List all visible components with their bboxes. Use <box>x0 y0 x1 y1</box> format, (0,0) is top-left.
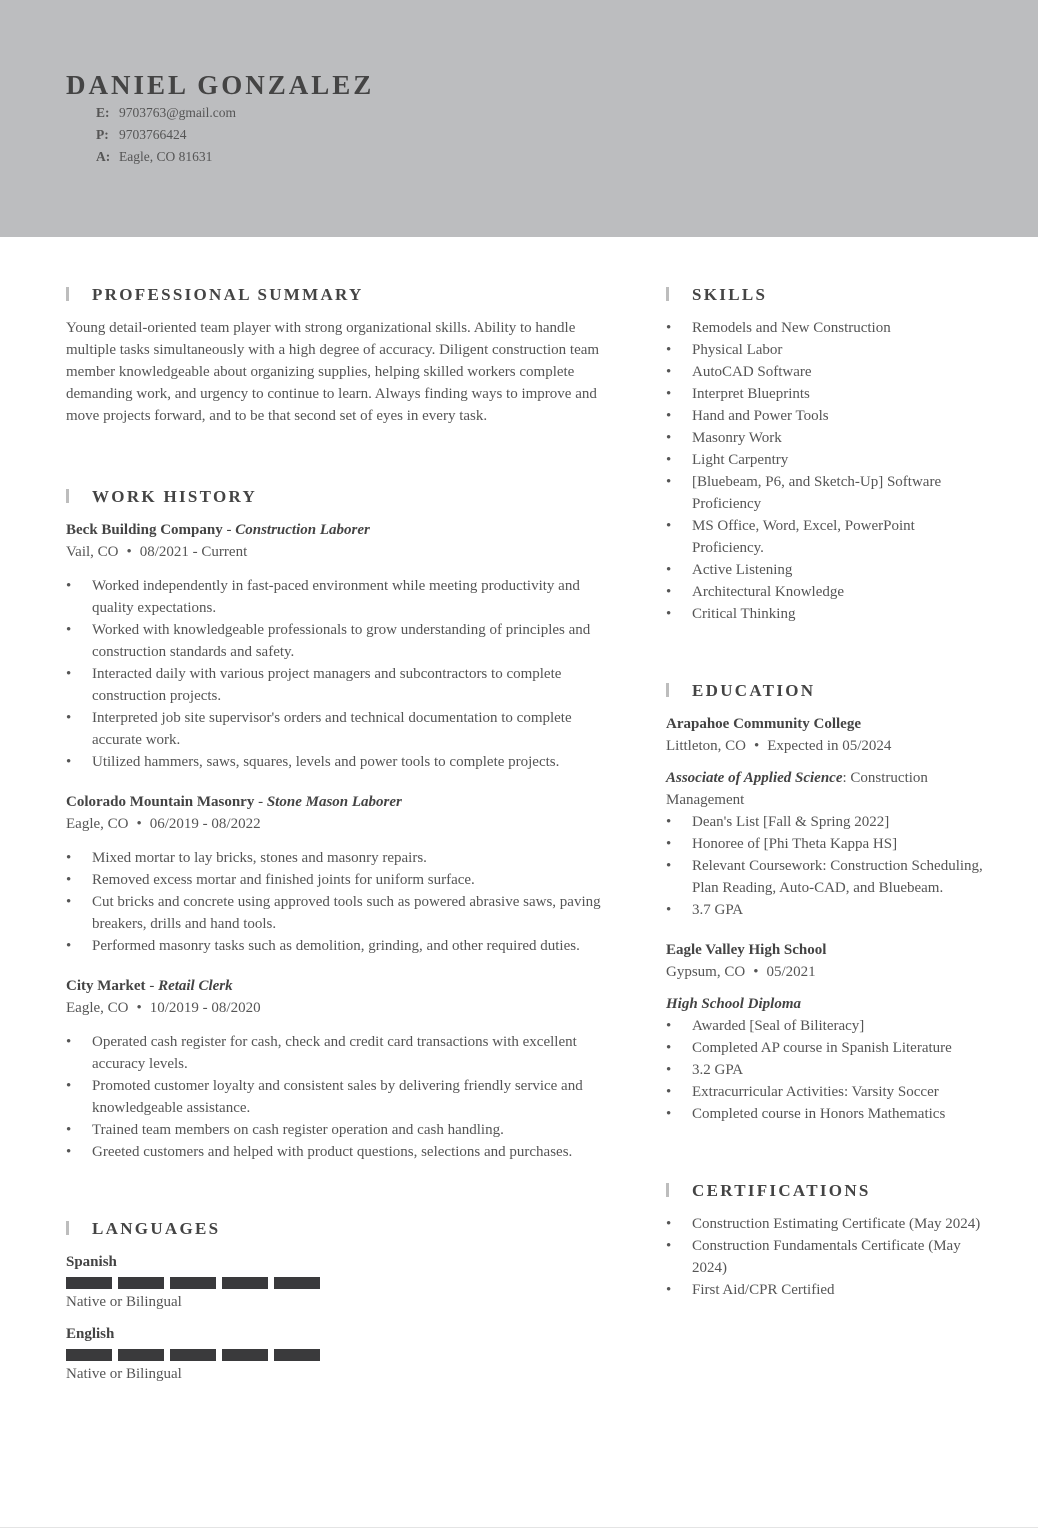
contact-phone-value: 9703766424 <box>119 127 187 142</box>
school-location: Gypsum, CO <box>666 964 746 980</box>
contact-email-value: 9703763@gmail.com <box>119 105 237 120</box>
language-name: Spanish <box>66 1254 117 1270</box>
languages-heading: LANGUAGES <box>66 1215 606 1243</box>
education-bullet-item: • Extracurricular Activities: Varsity Soccer <box>666 1081 986 1103</box>
education-bullets <box>666 1015 986 1125</box>
meta-dot: • <box>126 544 132 560</box>
job-bullet-item: • Interpreted job site supervisor's orders and technical documentation to complete accurate work. <box>66 707 606 751</box>
job-bullet-item: • Trained team members on cash register operation and cash handling. <box>66 1119 606 1141</box>
job-dates: 08/2021 - Current <box>139 544 248 560</box>
company-name: City Market <box>66 978 146 994</box>
job-bullet-item: • Worked independently in fast-paced environment while meeting productivity and quality expectations. <box>66 575 606 619</box>
work-history-heading: WORK HISTORY <box>66 483 606 511</box>
summary-heading: PROFESSIONAL SUMMARY <box>66 281 606 309</box>
certifications-heading: CERTIFICATIONS <box>666 1177 986 1205</box>
education-entry <box>666 939 986 1125</box>
meta-dot: • <box>136 1000 142 1016</box>
job-dates: 06/2019 - 08/2022 <box>149 816 261 832</box>
proficiency-segment <box>66 1349 112 1361</box>
job-bullet-item: • Interacted daily with various project managers and subcontractors to complete construction projects. <box>66 663 606 707</box>
school-name: Arapahoe Community College <box>666 716 861 732</box>
skill-item: • Masonry Work <box>666 427 986 449</box>
work-history-list <box>66 519 606 1163</box>
degree-field: : Construction Management <box>666 770 928 808</box>
certification-item: • First Aid/CPR Certified <box>666 1279 986 1301</box>
languages-list <box>66 1251 606 1385</box>
job-bullets <box>66 1031 606 1163</box>
job-bullets <box>66 847 606 957</box>
meta-dot: • <box>136 816 142 832</box>
proficiency-segment <box>274 1277 320 1289</box>
degree-name: Associate of Applied Science <box>666 770 843 786</box>
language-proficiency-bar <box>66 1277 606 1289</box>
candidate-name: DANIEL GONZALEZ <box>66 70 375 100</box>
school-date: 05/2021 <box>766 964 816 980</box>
proficiency-segment <box>274 1349 320 1361</box>
degree-line <box>666 993 986 1015</box>
education-bullet-item: • Awarded [Seal of Biliteracy] <box>666 1015 986 1037</box>
certifications-list <box>666 1213 986 1301</box>
contact-address-label: A: <box>96 149 111 164</box>
job-location: Eagle, CO <box>66 1000 129 1016</box>
skills-list <box>666 317 986 625</box>
certification-item: • Construction Fundamentals Certificate (May 2024) <box>666 1235 986 1279</box>
language-level: Native or Bilingual <box>66 1294 182 1310</box>
degree-name: High School Diploma <box>666 996 802 1012</box>
meta-dot: • <box>753 964 759 980</box>
education-list <box>666 713 986 1125</box>
education-heading: EDUCATION <box>666 677 986 705</box>
job-bullet-item: • Worked with knowledgeable professionals to grow understanding of principles and construction standards and safety. <box>66 619 606 663</box>
school-meta <box>666 735 986 757</box>
contact-email <box>96 102 236 124</box>
skill-item: • Interpret Blueprints <box>666 383 986 405</box>
right-column <box>666 281 986 1301</box>
company-name: Colorado Mountain Masonry <box>66 794 255 810</box>
resume-header <box>0 0 1038 237</box>
skill-item: • AutoCAD Software <box>666 361 986 383</box>
job-bullet-item: • Mixed mortar to lay bricks, stones and masonry repairs. <box>66 847 606 869</box>
job-bullet-item: • Greeted customers and helped with product questions, selections and purchases. <box>66 1141 606 1163</box>
skill-item: • Remodels and New Construction <box>666 317 986 339</box>
language-proficiency-bar <box>66 1349 606 1361</box>
contact-info <box>96 102 236 168</box>
skill-item: • Active Listening <box>666 559 986 581</box>
job-bullet-item: • Promoted customer loyalty and consistent sales by delivering friendly service and knowledgeable assistance. <box>66 1075 606 1119</box>
education-bullet-item: • Relevant Coursework: Construction Scheduling, Plan Reading, Auto-CAD, and Bluebeam. <box>666 855 986 899</box>
job-location: Vail, CO <box>66 544 119 560</box>
job-bullet-item: • Cut bricks and concrete using approved tools such as powered abrasive saws, paving breakers, drills and hand tools. <box>66 891 606 935</box>
education-bullet-item: • Completed AP course in Spanish Literature <box>666 1037 986 1059</box>
proficiency-segment <box>66 1277 112 1289</box>
school-date: Expected in 05/2024 <box>767 738 892 754</box>
job-meta <box>66 997 606 1019</box>
job-role: Stone Mason Laborer <box>266 794 402 810</box>
job-role: Construction Laborer <box>235 522 370 538</box>
education-bullet-item: • Dean's List [Fall & Spring 2022] <box>666 811 986 833</box>
job-title-line <box>66 975 606 997</box>
job-entry <box>66 975 606 1163</box>
skill-item: • Critical Thinking <box>666 603 986 625</box>
job-location: Eagle, CO <box>66 816 129 832</box>
school-meta <box>666 961 986 983</box>
skill-item: • Hand and Power Tools <box>666 405 986 427</box>
skill-item: • Light Carpentry <box>666 449 986 471</box>
job-bullet-item: • Removed excess mortar and finished joints for uniform surface. <box>66 869 606 891</box>
certification-item: • Construction Estimating Certificate (May 2024) <box>666 1213 986 1235</box>
title-separator: - <box>254 794 267 810</box>
school-name: Eagle Valley High School <box>666 942 827 958</box>
job-dates: 10/2019 - 08/2020 <box>149 1000 261 1016</box>
language-level: Native or Bilingual <box>66 1366 182 1382</box>
school-location: Littleton, CO <box>666 738 746 754</box>
proficiency-segment <box>118 1277 164 1289</box>
proficiency-segment <box>170 1277 216 1289</box>
proficiency-segment <box>222 1277 268 1289</box>
contact-phone <box>96 124 236 146</box>
proficiency-segment <box>118 1349 164 1361</box>
proficiency-segment <box>222 1349 268 1361</box>
contact-address-value: Eagle, CO 81631 <box>119 149 213 164</box>
skill-item: • Physical Labor <box>666 339 986 361</box>
job-bullets <box>66 575 606 773</box>
skill-item: • Architectural Knowledge <box>666 581 986 603</box>
job-entry <box>66 519 606 773</box>
job-bullet-item: • Operated cash register for cash, check and credit card transactions with excellent accuracy levels. <box>66 1031 606 1075</box>
skill-item: • MS Office, Word, Excel, PowerPoint Proficiency. <box>666 515 986 559</box>
page-divider <box>0 1527 1038 1528</box>
job-meta <box>66 541 606 563</box>
proficiency-segment <box>170 1349 216 1361</box>
meta-dot: • <box>754 738 760 754</box>
education-bullet-item: • Completed course in Honors Mathematics <box>666 1103 986 1125</box>
contact-address <box>96 146 236 168</box>
company-name: Beck Building Company <box>66 522 223 538</box>
contact-email-label: E: <box>96 105 110 120</box>
contact-phone-label: P: <box>96 127 109 142</box>
education-bullet-item: • 3.7 GPA <box>666 899 986 921</box>
job-title-line <box>66 791 606 813</box>
summary-text: Young detail-oriented team player with strong organizational skills. Ability to handle multiple tasks simultaneously with a high degree of accuracy. Diligent construction team member knowledgeable about organizing supplies, helping skilled workers complete demanding work, and urgency to continue to learn. Always finding ways to improve and move projects forward, and to be that second set of eyes in every task. <box>66 320 600 424</box>
job-role: Retail Clerk <box>158 978 233 994</box>
job-bullet-item: • Utilized hammers, saws, squares, levels and power tools to complete projects. <box>66 751 606 773</box>
degree-line <box>666 767 986 811</box>
job-meta <box>66 813 606 835</box>
education-entry <box>666 713 986 921</box>
job-bullet-item: • Performed masonry tasks such as demolition, grinding, and other required duties. <box>66 935 606 957</box>
title-separator: - <box>222 522 236 538</box>
job-entry <box>66 791 606 957</box>
education-bullet-item: • Honoree of [Phi Theta Kappa HS] <box>666 833 986 855</box>
skills-heading: SKILLS <box>666 281 986 309</box>
title-separator: - <box>145 978 159 994</box>
skill-item: • [Bluebeam, P6, and Sketch-Up] Software Proficiency <box>666 471 986 515</box>
language-name: English <box>66 1326 115 1342</box>
education-bullets <box>666 811 986 921</box>
job-title-line <box>66 519 606 541</box>
education-bullet-item: • 3.2 GPA <box>666 1059 986 1081</box>
left-column <box>66 281 606 1395</box>
